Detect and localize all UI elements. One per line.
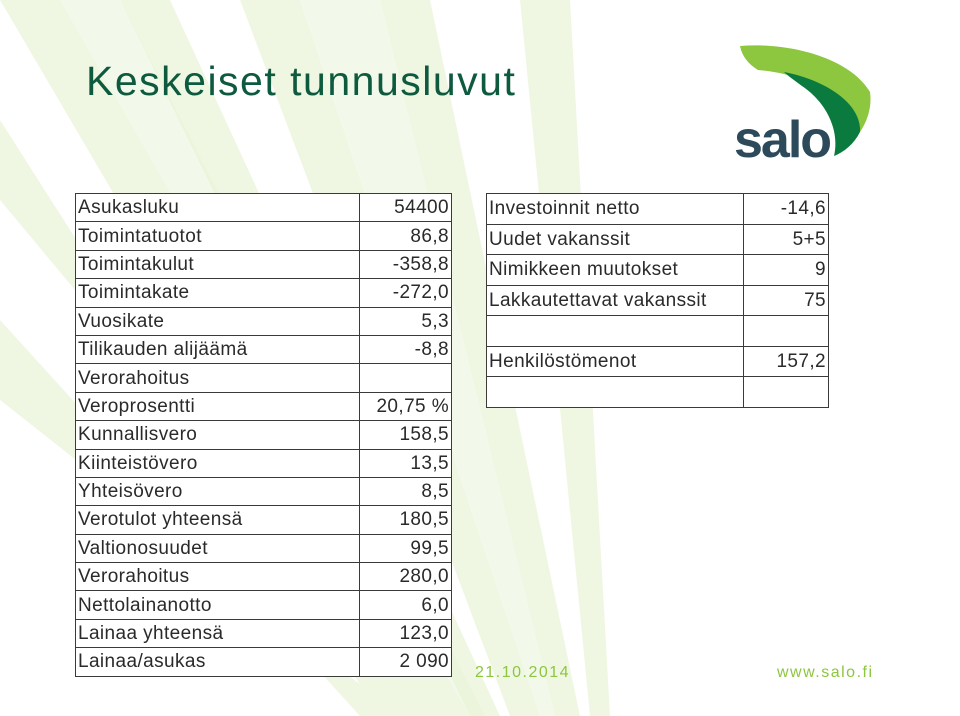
- row-label: Lainaa yhteensä: [76, 619, 360, 647]
- table-row: [76, 250, 452, 278]
- row-value: [744, 316, 829, 347]
- row-label: Toimintatuotot: [76, 222, 360, 250]
- row-label: Toimintakate: [76, 279, 360, 307]
- table-row: [76, 506, 452, 534]
- table-row: [487, 255, 829, 286]
- table-row: [76, 364, 452, 392]
- investment-personnel-table: [486, 193, 829, 408]
- row-value: 6,0: [360, 591, 452, 619]
- salo-logo: [730, 40, 880, 164]
- table-row: [76, 648, 452, 676]
- row-value: [744, 377, 829, 408]
- row-label: Yhteisövero: [76, 477, 360, 505]
- row-label: Investoinnit netto: [487, 194, 744, 225]
- footer-date: 21.10.2014: [475, 664, 571, 681]
- row-value: 280,0: [360, 563, 452, 591]
- row-label: Tilikauden alijäämä: [76, 335, 360, 363]
- table-row: [487, 224, 829, 255]
- row-label: [487, 316, 744, 347]
- row-label: Valtionosuudet: [76, 534, 360, 562]
- logo-text: salo: [734, 111, 831, 164]
- table-row: [76, 279, 452, 307]
- table-row: [76, 194, 452, 222]
- row-value: 75: [744, 285, 829, 316]
- row-value: 86,8: [360, 222, 452, 250]
- table-row: [76, 563, 452, 591]
- footer-url: www.salo.fi: [777, 664, 874, 681]
- row-value: 20,75 %: [360, 392, 452, 420]
- row-value: 123,0: [360, 619, 452, 647]
- row-label: Veroprosentti: [76, 392, 360, 420]
- row-label: Verotulot yhteensä: [76, 506, 360, 534]
- row-value: -272,0: [360, 279, 452, 307]
- table-row: [487, 285, 829, 316]
- table-row: [76, 534, 452, 562]
- table-row: [487, 316, 829, 347]
- row-value: 180,5: [360, 506, 452, 534]
- row-value: 2 090: [360, 648, 452, 676]
- row-value: 13,5: [360, 449, 452, 477]
- row-value: 54400: [360, 194, 452, 222]
- table-row: [76, 591, 452, 619]
- row-value: 8,5: [360, 477, 452, 505]
- table-row: [487, 194, 829, 225]
- row-label: Kunnallisvero: [76, 421, 360, 449]
- row-label: Verorahoitus: [76, 563, 360, 591]
- table-row: [76, 222, 452, 250]
- financial-kpi-table: [75, 193, 452, 677]
- row-value: -14,6: [744, 194, 829, 225]
- row-label: Henkilöstömenot: [487, 346, 744, 377]
- leaf-icon: [730, 40, 880, 164]
- table-row: [76, 421, 452, 449]
- row-value: 5+5: [744, 224, 829, 255]
- row-value: 5,3: [360, 307, 452, 335]
- table-row: [76, 307, 452, 335]
- row-label: Nettolainanotto: [76, 591, 360, 619]
- row-value: 99,5: [360, 534, 452, 562]
- row-value: 158,5: [360, 421, 452, 449]
- row-label: Lainaa/asukas: [76, 648, 360, 676]
- table-row: [487, 377, 829, 408]
- row-label: [487, 377, 744, 408]
- row-value: [360, 364, 452, 392]
- table-row: [76, 449, 452, 477]
- table-row: [76, 477, 452, 505]
- row-value: 9: [744, 255, 829, 286]
- row-value: -358,8: [360, 250, 452, 278]
- page-title: Keskeiset tunnusluvut: [86, 58, 517, 104]
- row-value: -8,8: [360, 335, 452, 363]
- row-label: Vuosikate: [76, 307, 360, 335]
- row-label: Uudet vakanssit: [487, 224, 744, 255]
- row-label: Nimikkeen muutokset: [487, 255, 744, 286]
- row-label: Asukasluku: [76, 194, 360, 222]
- row-label: Kiinteistövero: [76, 449, 360, 477]
- table-row: [76, 392, 452, 420]
- row-value: 157,2: [744, 346, 829, 377]
- table-row: [76, 335, 452, 363]
- row-label: Verorahoitus: [76, 364, 360, 392]
- table-row: [487, 346, 829, 377]
- table-row: [76, 619, 452, 647]
- row-label: Toimintakulut: [76, 250, 360, 278]
- row-label: Lakkautettavat vakanssit: [487, 285, 744, 316]
